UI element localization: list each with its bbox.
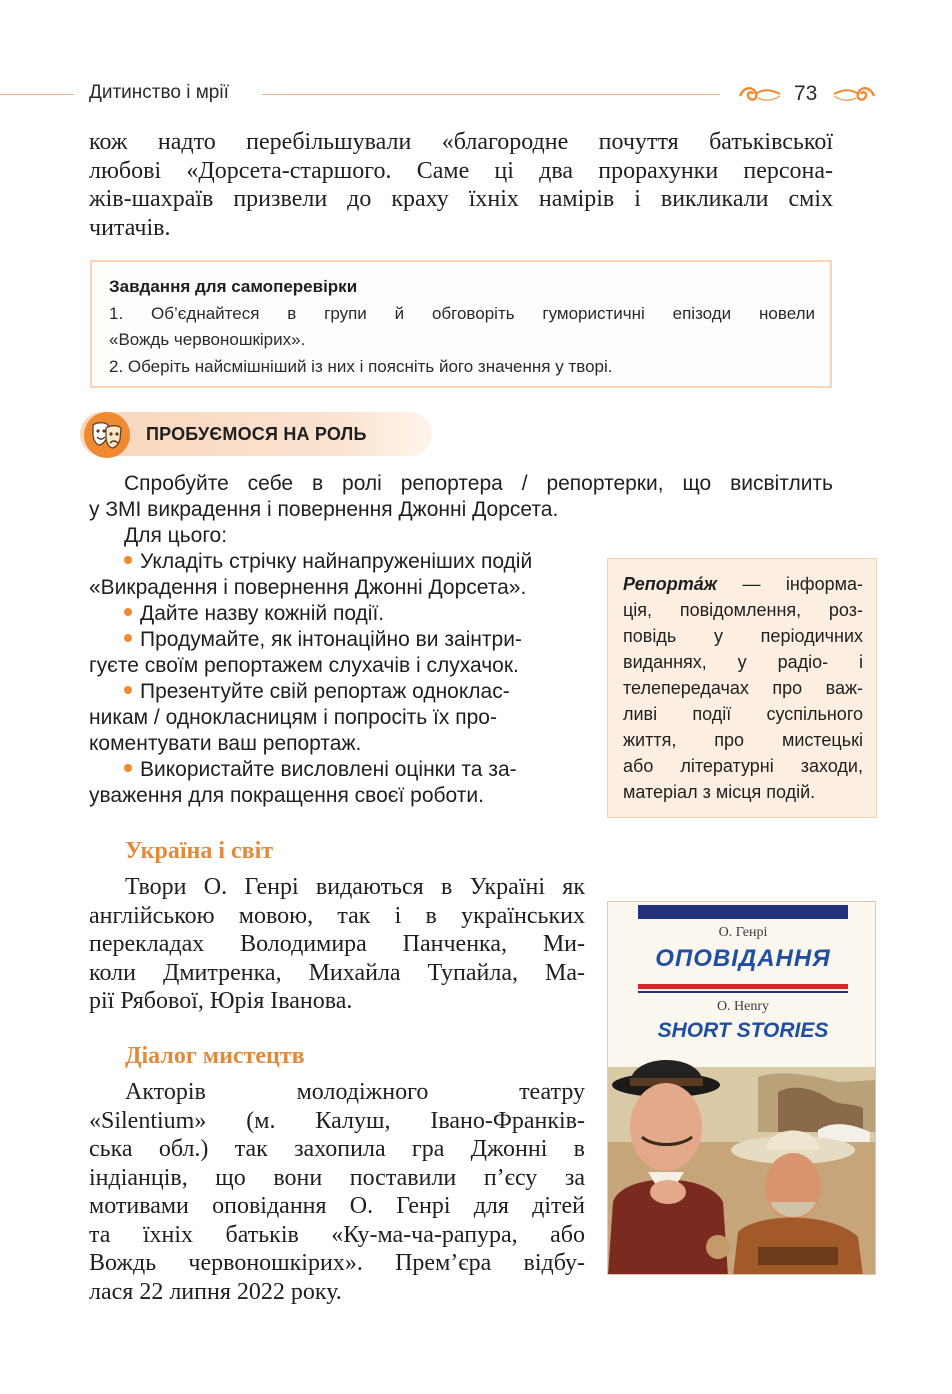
book-title-en: SHORT STORIES [657,1019,829,1042]
paragraph-line: Вождь червоношкірих». Прем’єра відбу- [89,1250,585,1276]
bullet-icon [124,686,132,694]
paragraph-line: жів-шахраїв призвели до краху їхніх намірів і викликали сміх [89,186,833,212]
paragraph-line: читачів. [89,214,171,241]
self-check-title: Завдання для самоперевірки [109,277,358,296]
paragraph-line: мотивами оповідання О. Генрі для дітей [89,1193,585,1219]
role-intro [89,471,833,549]
self-check-line: 2. Оберіть найсмішніший із них і поясніть його значення у творі. [109,357,613,376]
definition-line: телепередачах про важ- [623,678,863,698]
paragraph-line: лася 22 липня 2022 року. [89,1278,342,1305]
arts-dialogue-heading: Діалог мистецтв [125,1043,305,1069]
definition-box [607,558,877,818]
list-item-continuation: коментувати ваш репортаж. [89,732,362,755]
definition-line: або літературні заходи, [623,756,863,776]
role-bullet-list [89,549,582,809]
paragraph-line: коли Дмитренка, Михайла Тупайла, Ма- [89,959,585,986]
ukraine-world-paragraph [89,873,585,1016]
paragraph-line: англійською мовою, так і в українських [89,902,585,929]
bullet-icon [124,764,132,772]
paragraph-line: Твори О. Генрі видаються в Україні як [125,874,585,900]
ukraine-world-heading: Україна і світ [125,838,274,864]
paragraph-line: та їхніх батьків «Ку-ма-ча-рапура, або [89,1221,585,1248]
ornament-left-icon [736,82,782,106]
paragraph-line: перекладах Володимира Панченка, Ми- [89,931,585,957]
list-item: Презентуйте свій репортаж одноклас- [89,679,582,705]
self-check-box [90,260,832,388]
header-rule-middle [262,94,720,95]
list-item: Дайте назву кожній події. [89,601,582,627]
paragraph-line: кож надто перебільшували «благородне почуття батьківської [89,129,833,155]
definition-line: Репорта́ж — інформа- [623,574,863,594]
role-intro-line: Для цього: [124,524,228,547]
paragraph-line: рії Рябової, Юрія Іванова. [89,988,353,1014]
list-item-continuation: гуєте своїм репортажем слухачів і слухачок. [89,654,519,677]
role-intro-line: Спробуйте себе в ролі репортера / репортерки, що висвітлить [124,472,833,495]
list-item: Використайте висловлені оцінки та за- [89,757,582,783]
page-number: 73 [794,82,818,105]
paragraph-line: «Silentium» (м. Калуш, Івано-Франків- [89,1107,585,1134]
self-check-line: «Вождь червоношкірих». [109,330,306,349]
bullet-icon [124,634,132,642]
self-check-line: 1. Об’єднайтеся в групи й обговоріть гумористичні епізоди новели [109,304,815,323]
intro-paragraph [89,128,833,242]
list-item-continuation: «Викрадення і повернення Джонні Дорсета». [89,576,527,599]
header-rule-left [0,94,74,95]
list-item: Продумайте, як інтонаційно ви заінтри- [89,627,582,653]
definition-line: ливі події суспільного [623,704,863,724]
list-item-continuation: уваження для покращення своєї роботи. [89,784,484,807]
arts-dialogue-paragraph [89,1078,585,1306]
paragraph-line: індіанців, що вони поставили п’єсу за [89,1164,585,1191]
definition-line: ція, повідомлення, роз- [623,600,863,620]
paragraph-line: Акторів молодіжного театру [125,1079,585,1105]
definition-line: повідь у періодичних [623,626,863,646]
definition-term: Репорта́ж [623,574,718,594]
list-item: Укладіть стрічку найнапруженіших подій [89,549,582,575]
section-title: Дитинство і мрії [89,82,229,103]
book-author-en: O. Henry [716,999,770,1014]
book-cover-image [607,901,876,1275]
paragraph-line: любові «Дорсета-старшого. Саме ці два прорахунки персона- [89,157,833,184]
book-title-ua: ОПОВІДАННЯ [655,945,831,972]
ornament-right-icon [832,82,878,106]
theater-masks-icon [84,412,130,458]
definition-line: матеріал з місця подій. [623,782,816,802]
bullet-icon [124,608,132,616]
role-banner-title: ПРОБУЄМОСЯ НА РОЛЬ [146,424,367,444]
bullet-icon [124,556,132,564]
definition-line: виданнях, у радіо- і [623,652,863,672]
list-item-continuation: никам / однокласницям і попросіть їх про- [89,706,497,729]
paragraph-line: ська обл.) так захопила гра Джонні в [89,1136,585,1162]
role-intro-line: у ЗМІ викрадення і повернення Джонні Дорсета. [89,498,559,521]
definition-line: життя, про мистецькі [623,730,863,750]
book-author-ua: О. Генрі [718,925,768,940]
